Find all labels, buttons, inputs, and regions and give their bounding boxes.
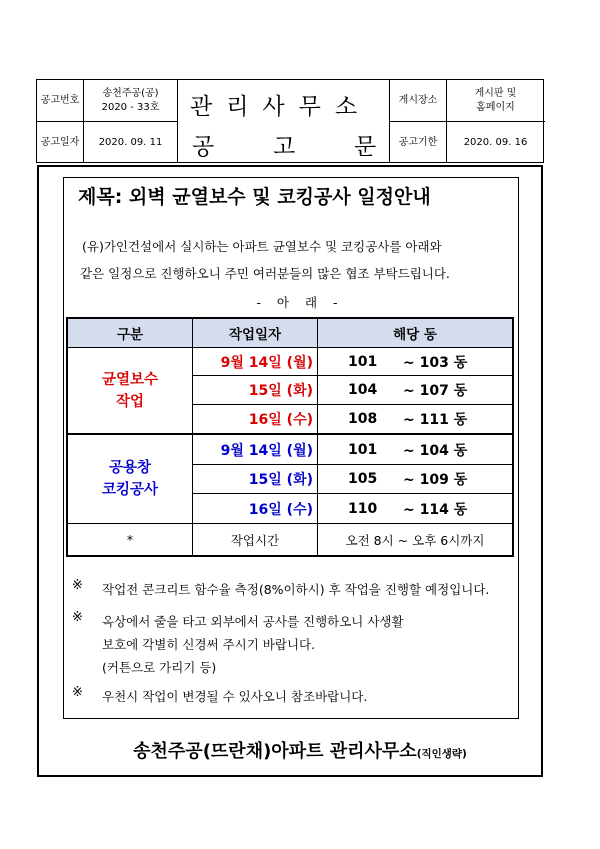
issuer-signature	[0, 737, 600, 763]
notice-number-label: 공고번호	[40, 94, 80, 106]
caulk-building-from-1: 101	[348, 441, 378, 458]
notice-word-char-3: 문	[354, 134, 377, 160]
notice-title: 제목: 외벽 균열보수 및 코킹공사 일정안내	[78, 186, 431, 208]
caulk-date-3: 16일 (수)	[248, 501, 313, 518]
notice-word-char-2: 고	[273, 134, 296, 160]
crack-building-from-1: 101	[348, 353, 378, 370]
office-name-heading: 관리사무소	[190, 94, 372, 120]
intro-line-1: (유)가인건설에서 실시하는 아파트 균열보수 및 코킹공사를 아래와	[82, 239, 442, 254]
issuer-name: 송천주공(뜨란채)아파트 관리사무소	[133, 741, 417, 762]
post-period-label: 공고기한	[398, 136, 438, 148]
seal-omitted-note: (직인생략)	[416, 748, 467, 760]
notice-date-label: 공고일자	[40, 136, 80, 148]
caulk-building-to-2: ~ 109 동	[403, 472, 468, 488]
notice-word-char-1: 공	[192, 134, 215, 160]
crack-building-to-3: ~ 111 동	[403, 412, 468, 428]
caulk-date-2: 15일 (화)	[248, 472, 313, 488]
crack-building-to-2: ~ 107 동	[403, 383, 468, 399]
work-hours-mark: *	[126, 532, 134, 547]
header-buildings: 해당 동	[393, 327, 437, 343]
crack-building-from-3: 108	[348, 411, 378, 427]
crack-date-1: 9월 14일 (월)	[220, 354, 313, 371]
caulk-date-1: 9월 14일 (월)	[220, 442, 313, 459]
below-marker: - 아 래 -	[256, 295, 344, 310]
work-hours-value: 오전 8시 ~ 오후 6시까지	[345, 532, 485, 548]
caulk-building-from-3: 110	[348, 500, 378, 517]
crack-date-2: 15일 (화)	[248, 383, 313, 399]
crack-date-3: 16일 (수)	[248, 412, 313, 428]
intro-line-2: 같은 일정으로 진행하오니 주민 여러분들의 많은 협조 부탁드립니다.	[80, 266, 450, 281]
crack-building-from-2: 104	[348, 382, 378, 398]
header-work-date: 작업일자	[228, 327, 282, 343]
post-period-value: 2020. 09. 16	[463, 136, 528, 148]
caulk-building-to-3: ~ 114 동	[403, 501, 468, 518]
group-crack-repair: 균열보수 작업	[101, 371, 159, 410]
notice-date-value: 2020. 09. 11	[98, 136, 163, 148]
crack-building-to-1: ~ 103 동	[403, 354, 468, 371]
header-category: 구분	[116, 327, 144, 343]
post-place-value: 게시판 및 홈페이지	[474, 87, 517, 113]
table-header-row	[68, 319, 512, 348]
notice-number-value: 송천주공(공) 2020 - 33호	[101, 87, 160, 113]
group-window-caulking: 공용창 코킹공사	[101, 460, 159, 498]
schedule-table	[66, 317, 514, 557]
intro-paragraph	[80, 233, 520, 287]
caulk-building-from-2: 105	[348, 471, 378, 487]
caulk-building-to-1: ~ 104 동	[403, 442, 468, 459]
post-place-label: 게시장소	[398, 94, 438, 106]
work-hours-label: 작업시간	[230, 532, 280, 548]
